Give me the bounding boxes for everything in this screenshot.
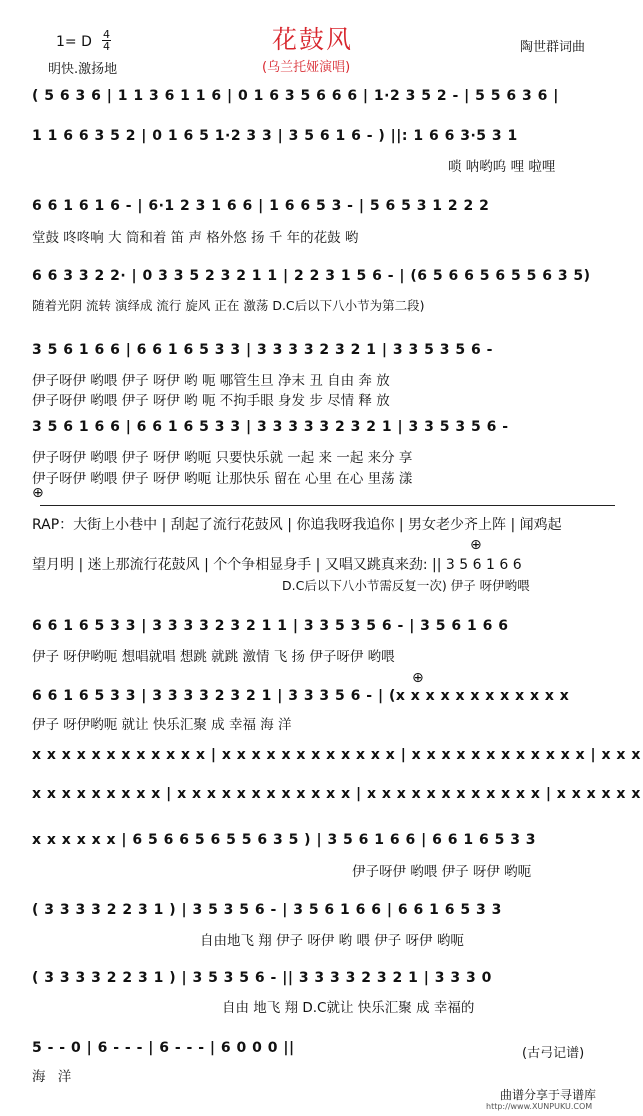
footer-url[interactable]: http://www.XUNPUKU.COM (486, 1102, 593, 1111)
lyric-row-10: 伊子 呀伊哟呃 就让 快乐汇聚 成 幸福 海 洋 (32, 717, 292, 733)
score-row-10: 6 6 1 6 5 3 3 | 3 3 3 3 2 3 2 1 | 3 3 3 5 6 - | (x x x x x x x x x x x x (32, 688, 570, 704)
lyric-row-6a: 伊子呀伊 哟喂 伊子 呀伊 哟呃 只要快乐就 一起 来 一起 来分 享 (32, 450, 413, 466)
score-row-15: ( 3 3 3 3 2 2 3 1 ) | 3 5 3 5 6 - || 3 3 3 3 2 3 2 1 | 3 3 3 0 (32, 970, 492, 986)
coda-sign-3: ⊕ (412, 670, 424, 686)
score-row-14: ( 3 3 3 3 2 2 3 1 ) | 3 5 3 5 6 - | 3 5 6 1 6 6 | 6 6 1 6 5 3 3 (32, 902, 502, 918)
score-row-3: 6 6 1 6 1 6 - | 6·1 2 3 1 6 6 | 1 6 6 5 3 - | 5 6 5 3 1 2 2 2 (32, 198, 490, 214)
lyric-row-9: 伊子 呀伊哟呃 想唱就唱 想跳 就跳 激情 飞 扬 伊子呀伊 哟喂 (32, 649, 395, 665)
lyric-row-6b: 伊子呀伊 哟喂 伊子 呀伊 哟呃 让那快乐 留在 心里 在心 里荡 漾 (32, 471, 413, 487)
score-row-6: 3 5 6 1 6 6 | 6 6 1 6 5 3 3 | 3 3 3 3 3 2 3 2 1 | 3 3 5 3 5 6 - (32, 419, 509, 435)
lyric-row-14: 自由地飞 翔 伊子 呀伊 哟 喂 伊子 呀伊 哟呃 (200, 933, 464, 949)
score-row-5: 3 5 6 1 6 6 | 6 6 1 6 5 3 3 | 3 3 3 3 2 3 2 1 | 3 3 5 3 5 6 - (32, 342, 493, 358)
lyric-row-15: 自由 地飞 翔 D.C就让 快乐汇聚 成 幸福的 (222, 1000, 475, 1016)
rap-bracket-line (40, 505, 615, 506)
key-signature: 1= D (56, 34, 92, 50)
lyric-row-16: 海 洋 (32, 1069, 76, 1085)
coda-sign-2: ⊕ (470, 537, 482, 553)
rap-row-2: 望月明 | 迷上那流行花鼓风 | 个个争相显身手 | 又唱又跳真来劲: || 3 5 6 1 6 6 (32, 557, 522, 573)
lyric-row-5b: 伊子呀伊 哟喂 伊子 呀伊 哟 呃 不拘手眼 身发 步 尽情 释 放 (32, 393, 390, 409)
score-row-11: x x x x x x x x x x x x | x x x x x x x x x x x x | x x x x x x x x x x x x | x x x (32, 747, 641, 763)
score-row-1: ( 5 6 3 6 | 1 1 3 6 1 1 6 | 0 1 6 3 5 6 6 6 | 1·2 3 5 2 - | 5 5 6 3 6 | (32, 88, 559, 104)
rap-row-2-lyrics: D.C后以下八小节需反复一次) 伊子 呀伊哟喂 (282, 578, 530, 593)
transcriber-note: (古弓记谱) (522, 1046, 585, 1061)
lyric-row-5a: 伊子呀伊 哟喂 伊子 呀伊 哟 呃 哪管生旦 净末 丑 自由 奔 放 (32, 373, 390, 389)
score-row-12: x x x x x x x x x | x x x x x x x x x x x x | x x x x x x x x x x x x | x x x x x x (32, 786, 641, 802)
lyric-row-13: 伊子呀伊 哟喂 伊子 呀伊 哟呃 (352, 864, 532, 880)
footer-label: 曲谱分享于寻谱库 (500, 1088, 597, 1102)
singer-credit: (乌兰托娅演唱) (262, 60, 351, 75)
time-bottom: 4 (103, 40, 110, 53)
coda-sign-1: ⊕ (32, 485, 44, 501)
score-row-4: 6 6 3 3 2 2· | 0 3 3 5 2 3 2 1 1 | 2 2 3 1 5 6 - | (6 5 6 6 5 6 5 5 6 3 5) (32, 268, 591, 284)
score-row-16: 5 - - 0 | 6 - - - | 6 - - - | 6 0 0 0 || (32, 1040, 295, 1056)
score-row-13: x x x x x x | 6 5 6 6 5 6 5 5 6 3 5 ) | 3 5 6 1 6 6 | 6 6 1 6 5 3 3 (32, 832, 537, 848)
author-credit: 陶世群词曲 (520, 40, 586, 55)
rap-row-1: RAP：大街上小巷中 | 刮起了流行花鼓风 | 你追我呀我追你 | 男女老少齐上阵 | 闻鸡起 (32, 517, 562, 533)
score-row-2: 1 1 6 6 3 5 2 | 0 1 6 5 1·2 3 3 | 3 5 6 1 6 - ) ||: 1 6 6 3·5 3 1 (32, 128, 518, 144)
lyric-row-2: 唢 呐哟呜 哩 啦哩 (448, 159, 556, 175)
lyric-row-4: 随着光阴 流转 演绎成 流行 旋风 正在 激荡 D.C后以下八小节为第二段) (32, 298, 425, 313)
tempo-marking: 明快.激扬地 (48, 62, 118, 77)
song-title: 花鼓风 (272, 25, 354, 54)
time-signature (102, 29, 111, 52)
lyric-row-3: 堂鼓 咚咚响 大 筒和着 笛 声 格外悠 扬 千 年的花鼓 哟 (32, 230, 359, 246)
time-top: 4 (103, 28, 110, 41)
score-row-9: 6 6 1 6 5 3 3 | 3 3 3 3 2 3 2 1 1 | 3 3 5 3 5 6 - | 3 5 6 1 6 6 (32, 618, 509, 634)
